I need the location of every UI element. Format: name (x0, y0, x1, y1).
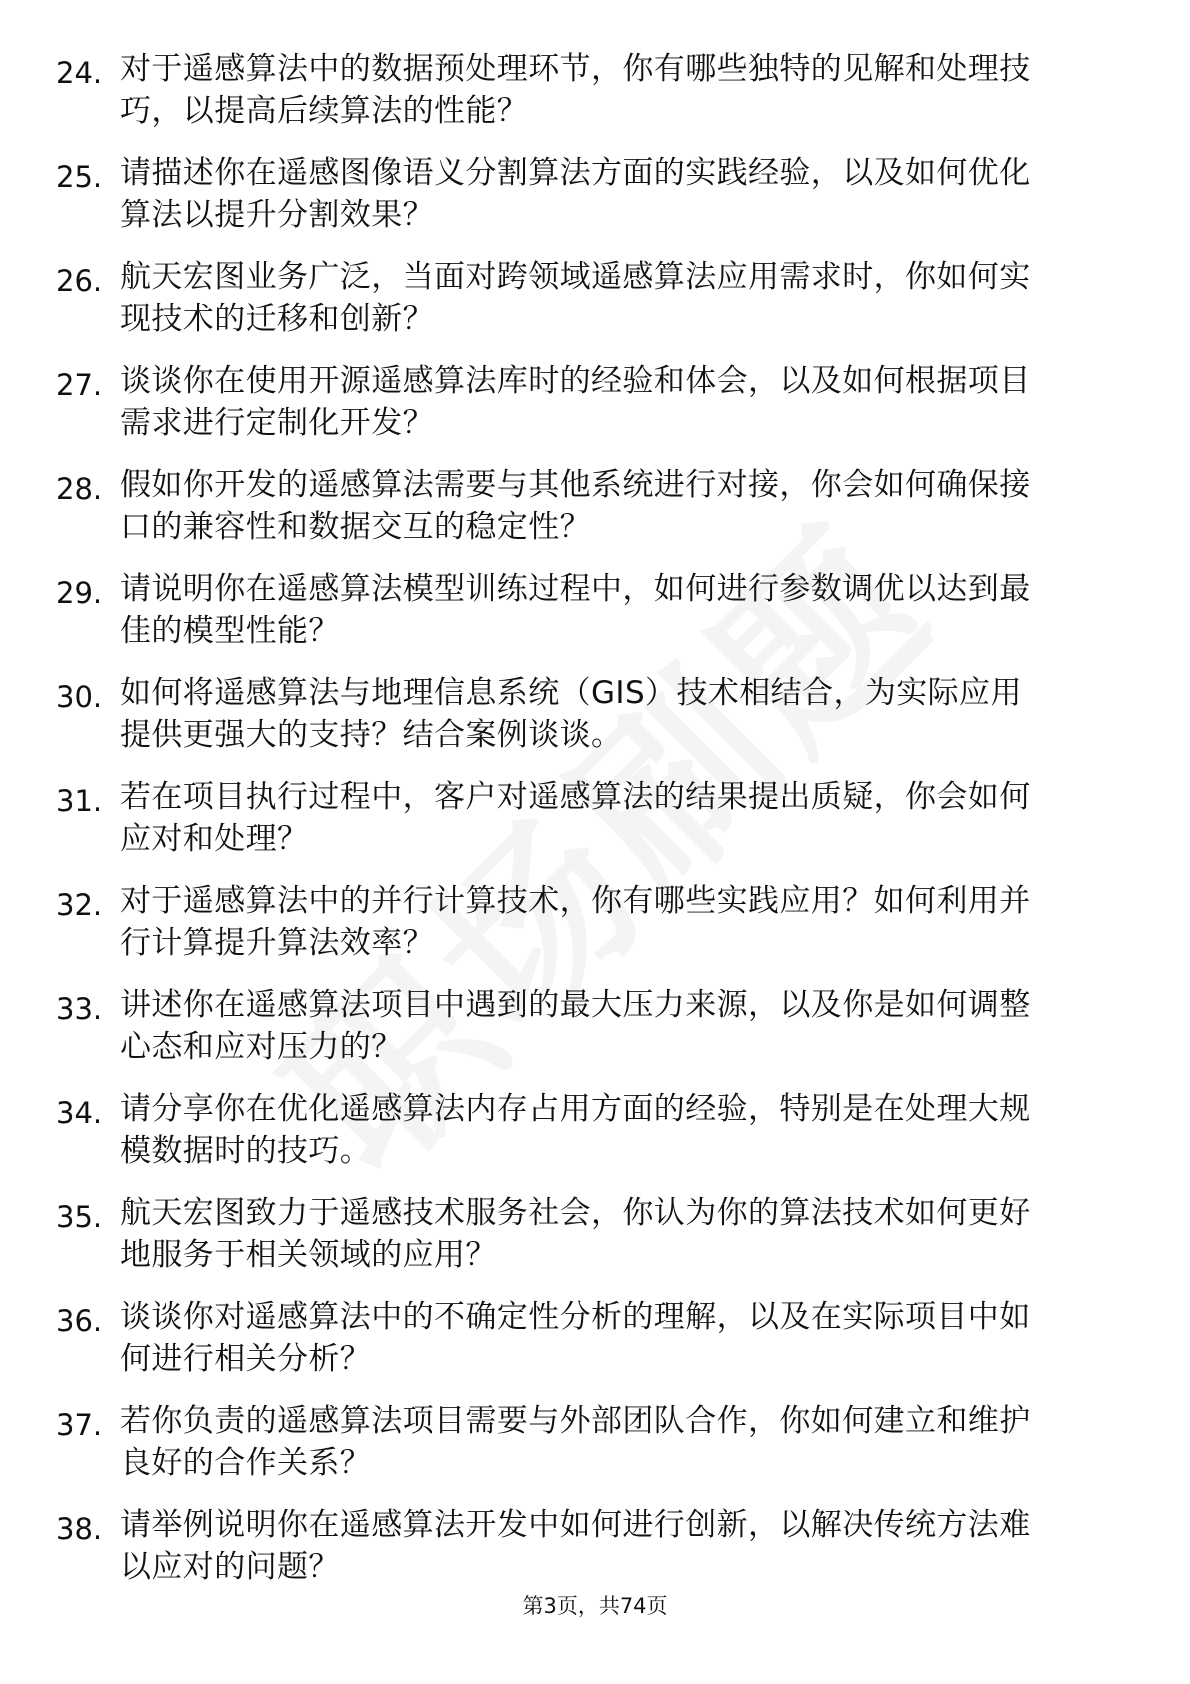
question-item (0, 1296, 1190, 1400)
question-text: 请分享你在优化遥感算法内存占用方面的经验，特别是在处理大规模数据时的技巧。 (120, 1091, 1031, 1169)
question-number: 27. (56, 368, 103, 402)
question-number: 34. (56, 1096, 103, 1130)
question-number: 28. (56, 472, 103, 506)
question-number: 37. (56, 1408, 103, 1442)
question-text: 若在项目执行过程中，客户对遥感算法的结果提出质疑，你会如何应对和处理？ (120, 779, 1031, 857)
question-item (0, 880, 1190, 984)
question-item (0, 672, 1190, 776)
question-text: 请说明你在遥感算法模型训练过程中，如何进行参数调优以达到最佳的模型性能？ (120, 571, 1031, 649)
question-item (0, 152, 1190, 256)
question-item (0, 776, 1190, 880)
question-text: 谈谈你在使用开源遥感算法库时的经验和体会，以及如何根据项目需求进行定制化开发？ (120, 363, 1031, 441)
question-text: 讲述你在遥感算法项目中遇到的最大压力来源，以及你是如何调整心态和应对压力的？ (120, 987, 1031, 1065)
question-text: 航天宏图致力于遥感技术服务社会，你认为你的算法技术如何更好地服务于相关领域的应用？ (120, 1195, 1031, 1273)
question-list (0, 48, 1190, 1608)
question-item (0, 984, 1190, 1088)
question-text: 请举例说明你在遥感算法开发中如何进行创新，以解决传统方法难以应对的问题？ (120, 1507, 1031, 1585)
question-text: 如何将遥感算法与地理信息系统（GIS）技术相结合，为实际应用提供更强大的支持？结合案例谈谈。 (120, 675, 1022, 753)
page-footer (0, 1590, 1190, 1620)
question-text: 若你负责的遥感算法项目需要与外部团队合作，你如何建立和维护良好的合作关系？ (120, 1403, 1031, 1481)
question-item (0, 48, 1190, 152)
question-number: 32. (56, 888, 103, 922)
question-number: 31. (56, 784, 103, 818)
question-item (0, 568, 1190, 672)
question-item (0, 1400, 1190, 1504)
question-number: 29. (56, 576, 103, 610)
question-item (0, 1088, 1190, 1192)
question-item (0, 360, 1190, 464)
question-number: 33. (56, 992, 103, 1026)
question-item (0, 256, 1190, 360)
question-text: 请描述你在遥感图像语义分割算法方面的实践经验，以及如何优化算法以提升分割效果？ (120, 155, 1031, 233)
question-text: 航天宏图业务广泛，当面对跨领域遥感算法应用需求时，你如何实现技术的迁移和创新？ (120, 259, 1031, 337)
question-item (0, 464, 1190, 568)
question-number: 38. (56, 1512, 103, 1546)
question-number: 36. (56, 1304, 103, 1338)
question-text: 对于遥感算法中的数据预处理环节，你有哪些独特的见解和处理技巧，以提高后续算法的性能？ (120, 51, 1031, 129)
question-number: 24. (56, 56, 103, 90)
question-item (0, 1192, 1190, 1296)
question-text: 谈谈你对遥感算法中的不确定性分析的理解，以及在实际项目中如何进行相关分析？ (120, 1299, 1031, 1377)
question-number: 25. (56, 160, 103, 194)
question-number: 30. (56, 680, 103, 714)
question-number: 35. (56, 1200, 103, 1234)
page-number: 第3页，共74页 (522, 1594, 668, 1618)
question-text: 假如你开发的遥感算法需要与其他系统进行对接，你会如何确保接口的兼容性和数据交互的稳定性？ (120, 467, 1031, 545)
question-text: 对于遥感算法中的并行计算技术，你有哪些实践应用？如何利用并行计算提升算法效率？ (120, 883, 1031, 961)
question-number: 26. (56, 264, 103, 298)
